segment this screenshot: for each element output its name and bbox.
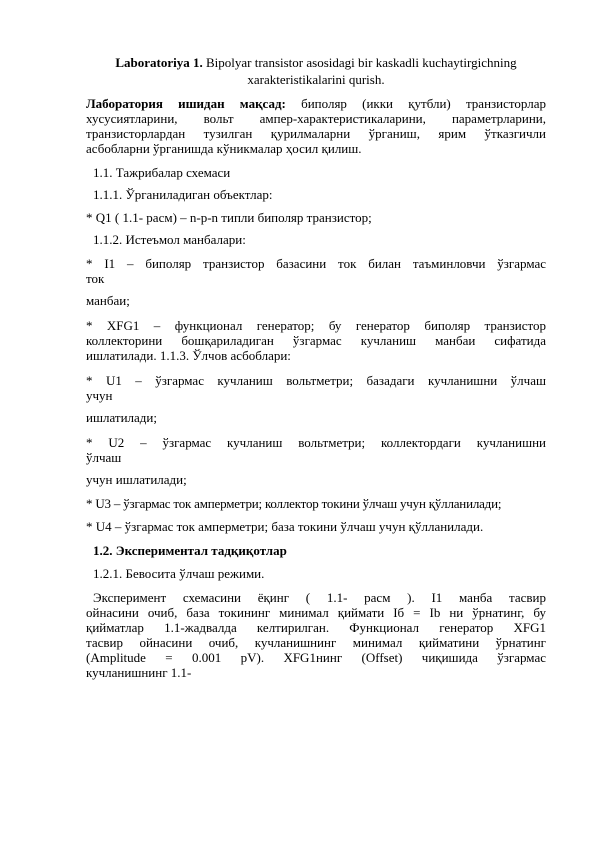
experiment-line-3: қийматлар 1.1-жадвалда келтирилган. Функционал генератор XFG1 <box>86 620 546 635</box>
intro-line-1 <box>86 96 546 111</box>
section-1-1-2-heading: 1.1.2. Истеъмол манбалари: <box>93 232 246 247</box>
title-text: Bipolyar transistor asosidagi bir kaskadli kuchaytirgichning <box>206 55 517 70</box>
item-i1-line-1: * I1 – биполяр транзистор базасини ток билан таъминловчи ўзгармас <box>86 256 546 271</box>
experiment-line-4: тасвир ойнасини очиб, кучланишнинг минимал қийматини ўрнатинг <box>86 635 546 650</box>
section-1-1-1-heading: 1.1.1. Ўрганиладиган объектлар: <box>93 187 273 202</box>
item-u3: * U3 – ўзгармас ток амперметри; коллектор токини ўлчаш учун қўлланилади; <box>86 496 502 511</box>
section-1-2-heading: 1.2. Экспериментал тадқиқотлар <box>93 543 287 558</box>
item-u1-line-1: * U1 – ўзгармас кучланиш вольтметри; базадаги кучланишни ўлчаш <box>86 373 546 388</box>
intro-line-3: транзисторлардан тузилган қурилмаларни ўрганиш, ярим ўтказгичли <box>86 126 546 141</box>
item-xfg1-line-2: коллекторини бошқариладиган ўзгармас кучланиш манбаи сифатида <box>86 333 546 348</box>
item-u2-line-3: учун ишлатилади; <box>86 472 187 487</box>
item-u1-line-2: учун <box>86 388 113 403</box>
item-i1-line-3: манбаи; <box>86 293 130 308</box>
item-xfg1-line-3: ишлатилади. 1.1.3. Ўлчов асбоблари: <box>86 348 291 363</box>
title-line-2: xarakteristikalarini qurish. <box>247 72 385 87</box>
item-u1-line-3: ишлатилади; <box>86 410 157 425</box>
title-lab-number: Laboratoriya 1. <box>115 55 203 70</box>
section-1-2-1-heading: 1.2.1. Бевосита ўлчаш режими. <box>93 566 265 581</box>
experiment-line-6: кучланишнинг 1.1- <box>86 665 192 680</box>
title-line-1 <box>86 55 546 70</box>
intro-heading: Лаборатория ишидан мақсад: <box>86 96 286 111</box>
item-q1: * Q1 ( 1.1- расм) – n-p-n типли биполяр транзистор; <box>86 210 372 225</box>
intro-line-2: хусусиятларини, вольт ампер-характеристикаларини, параметрларини, <box>86 111 546 126</box>
intro-text: биполяр (икки қутбли) транзисторлар <box>301 96 546 111</box>
intro-line-4: асбобларни ўрганишда кўникмалар ҳосил қилиш. <box>86 141 362 156</box>
item-u2-line-2: ўлчаш <box>86 450 122 465</box>
item-xfg1-line-1: * XFG1 – функционал генератор; бу генератор биполяр транзистор <box>86 318 546 333</box>
item-i1-line-2: ток <box>86 271 105 286</box>
experiment-line-5: (Amplitude = 0.001 pV). XFG1нинг (Offset) чиқишида ўзгармас <box>86 650 546 665</box>
item-u2-line-1: * U2 – ўзгармас кучланиш вольтметри; коллектордаги кучланишни <box>86 435 546 450</box>
item-u4: * U4 – ўзгармас ток амперметри; база токини ўлчаш учун қўлланилади. <box>86 519 484 534</box>
experiment-line-1: Эксперимент схемасини ёқинг ( 1.1- расм ). I1 манба тасвир <box>93 590 546 605</box>
section-1-1-heading: 1.1. Тажрибалар схемаси <box>93 165 231 180</box>
experiment-line-2: ойнасини очиб, база токининг минимал қиймати Iб = Ib ни ўрнатинг, бу <box>86 605 546 620</box>
